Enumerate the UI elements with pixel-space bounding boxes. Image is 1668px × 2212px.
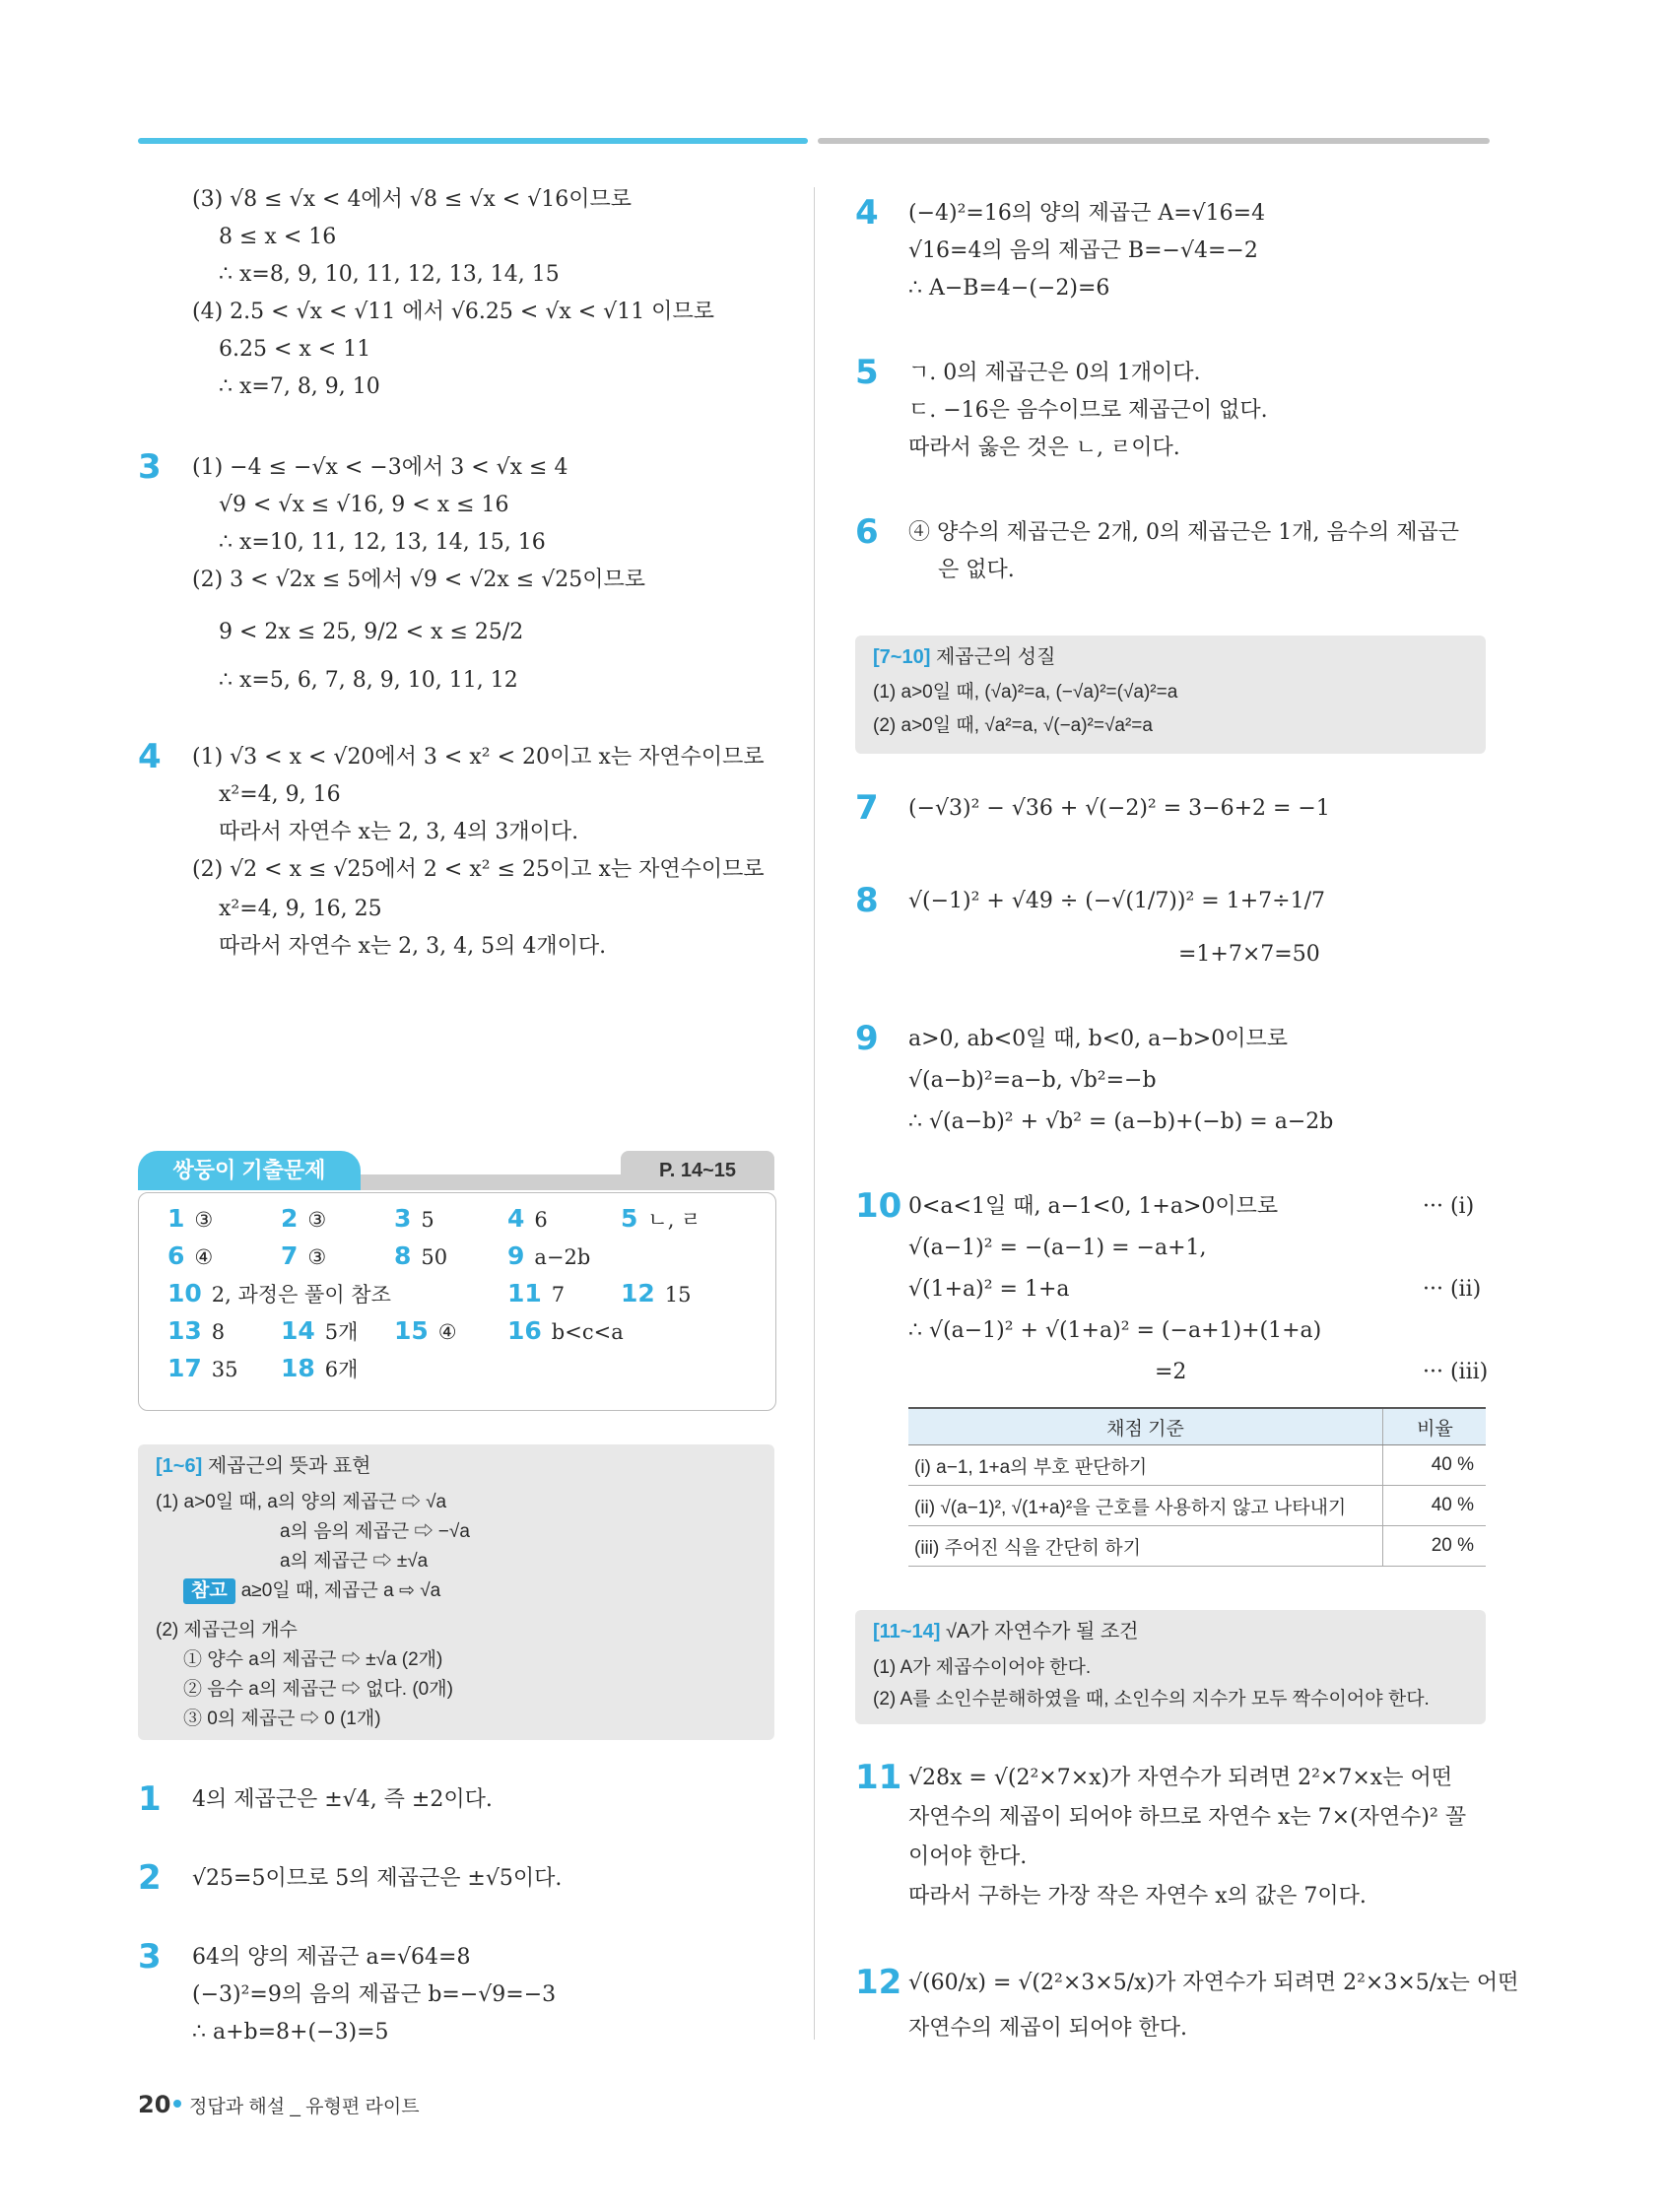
answer-key-page: P. 14~15 (621, 1151, 774, 1190)
solution-line: ∴ √(a−1)² + √(1+a)² = (−a+1)+(1+a) (908, 1318, 1322, 1343)
concept-line: ① 양수 a의 제곱근 ⇨ ±√a (2개) (183, 1649, 443, 1670)
solution-line: 따라서 자연수 x는 2, 3, 4의 3개이다. (219, 820, 579, 844)
solution-line: 따라서 자연수 x는 2, 3, 4, 5의 4개이다. (219, 934, 607, 959)
solution-line: (1) √3 < x < √20에서 3 < x² < 20이고 x는 자연수이므로 (192, 745, 765, 770)
concept-line: a의 제곱근 ⇨ ±√a (280, 1551, 429, 1572)
grading-ratio-cell: 40 % (1383, 1486, 1487, 1526)
table-row (908, 1486, 1486, 1526)
table-row (908, 1445, 1486, 1486)
answer-key-title: 쌍둥이 기출문제 (138, 1151, 361, 1190)
solution-line: ㄷ. −16은 음수이므로 제곱근이 없다. (908, 398, 1268, 423)
answer-item: 6 ④ (167, 1241, 214, 1270)
footer-title: 정답과 해설 _ 유형편 라이트 (189, 2097, 420, 2117)
solution-line: (−4)²=16의 양의 제곱근 A=√16=4 (908, 201, 1266, 226)
solution-line: ㄱ. 0의 제곱근은 0의 1개이다. (908, 361, 1201, 385)
solution-line: ∴ a+b=8+(−3)=5 (192, 2020, 389, 2044)
header-bar-left (138, 138, 808, 144)
solution-line: √(a−b)²=a−b, √b²=−b (908, 1068, 1157, 1093)
question-number: 11 (855, 1758, 902, 1797)
concept-line: (2) a>0일 때, √a²=a, √(−a)²=√a²=a (873, 715, 1153, 736)
solution-line: x²=4, 9, 16, 25 (219, 897, 382, 921)
answer-item: 9 a−2b (507, 1241, 591, 1270)
solution-line: 자연수의 제곱이 되어야 한다. (908, 2016, 1187, 2041)
solution-line: 8 ≤ x < 16 (219, 225, 337, 249)
solution-line: 0<a<1일 때, a−1<0, 1+a>0이므로 (908, 1194, 1279, 1219)
solution-line: ∴ √(a−b)² + √b² = (a−b)+(−b) = a−2b (908, 1109, 1334, 1134)
concept-line: (1) a>0일 때, (√a)²=a, (−√a)²=(√a)²=a (873, 682, 1178, 703)
answer-item: 7 ③ (281, 1241, 327, 1270)
answer-item: 10 2, 과정은 풀이 참조 (167, 1279, 391, 1307)
solution-line: (4) 2.5 < √x < √11 에서 √6.25 < √x < √11 이므로 (192, 300, 714, 324)
grading-mark: ··· (iii) (1423, 1360, 1489, 1384)
question-number: 6 (855, 512, 879, 552)
concept-line: (1) a>0일 때, a의 양의 제곱근 ⇨ √a (156, 1492, 447, 1512)
concept-line: (2) 제곱근의 개수 (156, 1620, 298, 1641)
answer-item: 15 ④ (394, 1316, 457, 1345)
solution-line: =1+7×7=50 (1178, 942, 1320, 967)
question-number: 8 (855, 881, 879, 920)
answer-item: 17 35 (167, 1354, 238, 1382)
solution-line: ∴ A−B=4−(−2)=6 (908, 276, 1110, 301)
answer-item: 12 15 (621, 1279, 692, 1307)
answer-item: 5 ㄴ, ㄹ (621, 1204, 701, 1233)
concept-line: ② 음수 a의 제곱근 ⇨ 없다. (0개) (183, 1679, 453, 1700)
page-number: 20 (138, 2091, 171, 2118)
solution-line: √(60/x) = √(2²×3×5/x)가 자연수가 되려면 2²×3×5/x는 어떤 (908, 1971, 1519, 1995)
grading-table (908, 1407, 1486, 1567)
question-number: 4 (138, 737, 162, 776)
solution-line: ∴ x=8, 9, 10, 11, 12, 13, 14, 15 (219, 262, 560, 287)
concept-line: (2) A를 소인수분해하였을 때, 소인수의 지수가 모두 짝수이어야 한다. (873, 1689, 1430, 1709)
answer-item: 1 ③ (167, 1204, 214, 1233)
solution-line: √(1+a)² = 1+a (908, 1277, 1070, 1302)
solution-line: (−3)²=9의 음의 제곱근 b=−√9=−3 (192, 1982, 557, 2007)
answer-item: 8 50 (394, 1241, 448, 1270)
solution-line: ④ 양수의 제곱근은 2개, 0의 제곱근은 1개, 음수의 제곱근 (908, 520, 1459, 545)
answer-item: 3 5 (394, 1204, 434, 1233)
solution-line: (2) √2 < x ≤ √25에서 2 < x² ≤ 25이고 x는 자연수이므로 (192, 857, 765, 882)
solution-line: ∴ x=10, 11, 12, 13, 14, 15, 16 (219, 530, 546, 555)
concept-line: ③ 0의 제곱근 ⇨ 0 (1개) (183, 1709, 381, 1729)
solution-line: √25=5이므로 5의 제곱근은 ±√5이다. (192, 1866, 563, 1891)
solution-line: 9 < 2x ≤ 25, 9/2 < x ≤ 25/2 (219, 620, 524, 644)
solution-line: 따라서 옳은 것은 ㄴ, ㄹ이다. (908, 436, 1180, 460)
solution-line: 4의 제곱근은 ±√4, 즉 ±2이다. (192, 1787, 493, 1812)
solution-line: 따라서 구하는 가장 작은 자연수 x의 값은 7이다. (908, 1884, 1367, 1909)
question-number: 7 (855, 788, 879, 828)
answer-item: 16 b<c<a (507, 1316, 624, 1345)
answer-item: 11 7 (507, 1279, 566, 1307)
solution-line: ∴ x=7, 8, 9, 10 (219, 374, 380, 399)
concept-line: a의 음의 제곱근 ⇨ −√a (280, 1521, 470, 1542)
answer-item: 2 ③ (281, 1204, 327, 1233)
solution-line: (2) 3 < √2x ≤ 5에서 √9 < √2x ≤ √25이므로 (192, 568, 645, 592)
solution-line: ∴ x=5, 6, 7, 8, 9, 10, 11, 12 (219, 668, 518, 693)
grading-table-header (908, 1408, 1486, 1445)
column-divider (814, 187, 815, 2040)
solution-line: √28x = √(2²×7×x)가 자연수가 되려면 2²×7×x는 어떤 (908, 1766, 1452, 1790)
concept-line: 참고 a≥0일 때, 제곱근 a ⇨ √a (183, 1578, 440, 1604)
solution-line: =2 (1155, 1360, 1187, 1384)
question-number: 4 (855, 193, 879, 233)
grading-ratio-cell: 40 % (1383, 1445, 1487, 1486)
solution-line: (−√3)² − √36 + √(−2)² = 3−6+2 = −1 (908, 796, 1330, 821)
concept-box-heading: [11~14] √A가 자연수가 될 조건 (873, 1621, 1139, 1642)
answer-item: 14 5개 (281, 1316, 359, 1345)
solution-line: 자연수의 제곱이 되어야 하므로 자연수 x는 7×(자연수)² 꼴 (908, 1805, 1467, 1830)
answer-item: 4 6 (507, 1204, 548, 1233)
question-number: 10 (855, 1186, 902, 1226)
solution-line: x²=4, 9, 16 (219, 782, 341, 807)
solution-line: 은 없다. (938, 558, 1015, 582)
concept-line: (1) A가 제곱수이어야 한다. (873, 1657, 1092, 1678)
footer-bullet (173, 2100, 181, 2108)
question-number: 1 (138, 1779, 162, 1819)
grading-mark: ··· (i) (1423, 1194, 1475, 1219)
question-number: 2 (138, 1858, 162, 1898)
grading-criteria-cell: (ii) √(a−1)², √(1+a)²을 근호를 사용하지 않고 나타내기 (908, 1486, 1383, 1526)
question-number: 5 (855, 353, 879, 392)
solution-line: √(a−1)² = −(a−1) = −a+1, (908, 1236, 1207, 1260)
solution-line: 6.25 < x < 11 (219, 337, 371, 362)
solution-line: (1) −4 ≤ −√x < −3에서 3 < √x ≤ 4 (192, 455, 568, 480)
grading-criteria-cell: (i) a−1, 1+a의 부호 판단하기 (908, 1445, 1383, 1486)
grading-mark: ··· (ii) (1423, 1277, 1482, 1302)
solution-line: 64의 양의 제곱근 a=√64=8 (192, 1945, 471, 1970)
answer-item: 13 8 (167, 1316, 226, 1345)
header-bar-right (818, 138, 1490, 144)
solution-line: √16=4의 음의 제곱근 B=−√4=−2 (908, 238, 1258, 263)
note-badge: 참고 (183, 1578, 235, 1604)
question-number: 12 (855, 1963, 902, 2002)
grading-criteria-cell: (iii) 주어진 식을 간단히 하기 (908, 1526, 1383, 1567)
solution-line: √(−1)² + √49 ÷ (−√(1/7))² = 1+7÷1/7 (908, 889, 1325, 913)
solution-line: a>0, ab<0일 때, b<0, a−b>0이므로 (908, 1027, 1288, 1051)
grading-ratio-cell: 20 % (1383, 1526, 1487, 1567)
question-number: 3 (138, 1937, 162, 1977)
concept-box-heading: [7~10] 제곱근의 성질 (873, 646, 1056, 668)
solution-line: 이어야 한다. (908, 1844, 1028, 1869)
solution-line: √9 < √x ≤ √16, 9 < x ≤ 16 (219, 493, 509, 517)
grading-ratio-header: 비율 (1383, 1408, 1487, 1445)
question-number: 9 (855, 1019, 879, 1058)
table-row (908, 1526, 1486, 1567)
solution-line: (3) √8 ≤ √x < 4에서 √8 ≤ √x < √16이므로 (192, 187, 632, 212)
concept-box-heading: [1~6] 제곱근의 뜻과 표현 (156, 1455, 371, 1477)
question-number: 3 (138, 447, 162, 487)
grading-criteria-header: 채점 기준 (908, 1408, 1383, 1445)
answer-item: 18 6개 (281, 1354, 359, 1382)
